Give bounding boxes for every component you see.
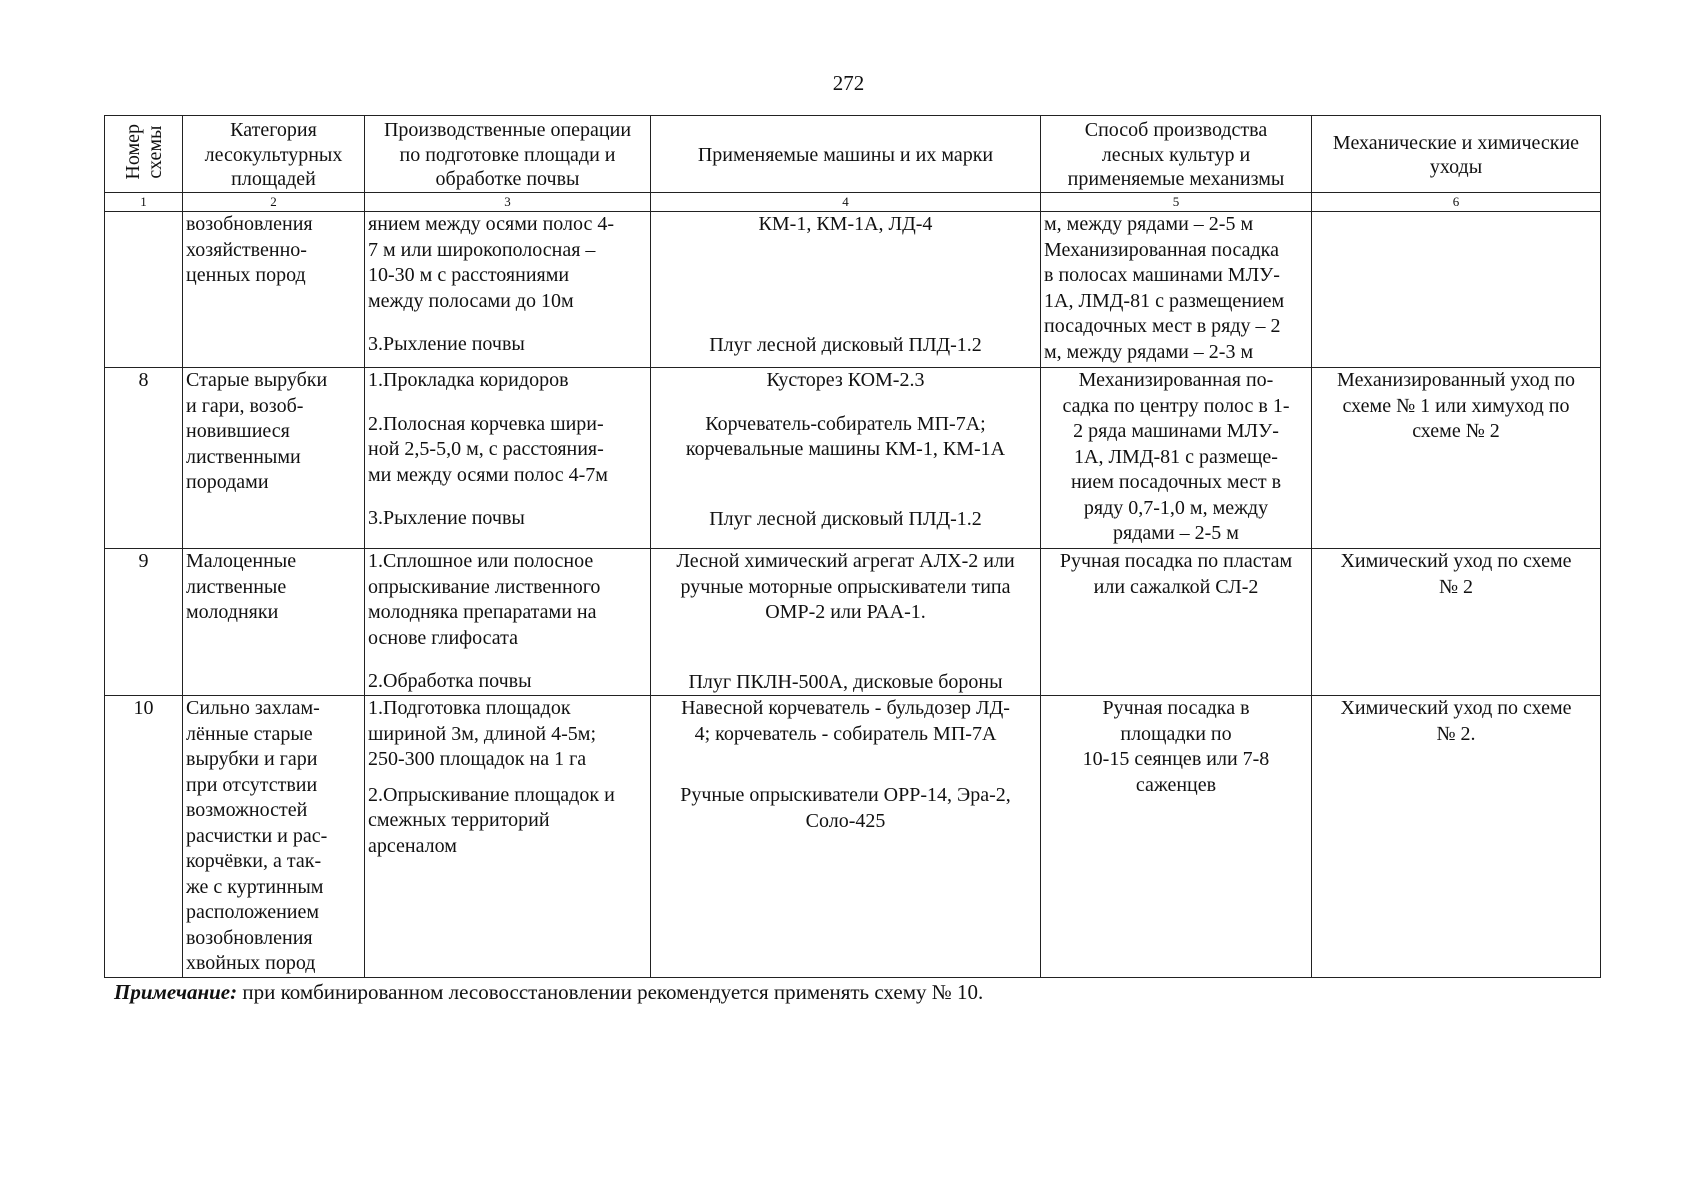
column-number: 3 bbox=[365, 193, 651, 212]
table-row bbox=[105, 212, 1601, 368]
header-care: Механические и химические уходы bbox=[1312, 116, 1601, 193]
operations-cell: 1.Прокладка коридоров 2.Полосная корчевка шири- ной 2,5-5,0 м, с расстояния- ми между осями полос 4-7м 3.Рыхление почвы bbox=[365, 368, 651, 549]
care-cell: Химический уход по схеме № 2. bbox=[1312, 696, 1601, 978]
method-cell: Механизированная по- садка по центру полос в 1- 2 ряда машинами МЛУ- 1А, ЛМД-81 с размеще- нием посадочных мест в ряду 0,7-1,0 м, между рядами – 2-5 м bbox=[1041, 368, 1312, 549]
column-number: 6 bbox=[1312, 193, 1601, 212]
note-label: Примечание: bbox=[114, 980, 238, 1004]
method-cell: Ручная посадка по пластам или сажалкой СЛ-2 bbox=[1041, 549, 1312, 696]
header-category: Категория лесокультурных площадей bbox=[183, 116, 365, 193]
machines-cell: Навесной корчеватель - бульдозер ЛД- 4; корчеватель - собиратель МП-7А Ручные опрыскиватели ОРР-14, Эра-2, Соло-425 bbox=[651, 696, 1041, 978]
note-text: при комбинированном лесовосстановлении рекомендуется применять схему № 10. bbox=[237, 980, 984, 1004]
column-number: 5 bbox=[1041, 193, 1312, 212]
table-header-row bbox=[105, 116, 1601, 193]
column-number: 1 bbox=[105, 193, 183, 212]
category-cell: Старые вырубки и гари, возоб- новившиеся лиственными породами bbox=[183, 368, 365, 549]
scheme-number: 8 bbox=[105, 368, 183, 549]
category-cell: Сильно захлам- лённые старые вырубки и гари при отсутствии возможностей расчистки и рас- корчёвки, а так- же с куртинным расположением возобновления хвойных пород bbox=[183, 696, 365, 978]
scheme-number: 10 bbox=[105, 696, 183, 978]
care-cell: Механизированный уход по схеме № 1 или химуход по схеме № 2 bbox=[1312, 368, 1601, 549]
header-method: Способ производства лесных культур и применяемые механизмы bbox=[1041, 116, 1312, 193]
category-cell: Малоценные лиственные молодняки bbox=[183, 549, 365, 696]
machines-cell: Кусторез КОМ-2.3 Корчеватель-собиратель МП-7А; корчевальные машины КМ-1, КМ-1А Плуг лесной дисковый ПЛД-1.2 bbox=[651, 368, 1041, 549]
table-row bbox=[105, 549, 1601, 696]
machines-cell: КМ-1, КМ-1А, ЛД-4 Плуг лесной дисковый ПЛД-1.2 bbox=[651, 212, 1041, 368]
header-machines: Применяемые машины и их марки bbox=[651, 116, 1041, 193]
header-operations: Производственные операции по подготовке площади и обработке почвы bbox=[365, 116, 651, 193]
table-note bbox=[114, 980, 983, 1005]
page-number: 272 bbox=[832, 71, 865, 95]
method-cell: Ручная посадка в площадки по 10-15 сеянцев или 7-8 саженцев bbox=[1041, 696, 1312, 978]
operations-cell: янием между осями полос 4- 7 м или широкополосная – 10-30 м с расстояниями между полосами до 10м 3.Рыхление почвы bbox=[365, 212, 651, 368]
schemes-table bbox=[104, 115, 1601, 978]
method-cell: м, между рядами – 2-5 м Механизированная посадка в полосах машинами МЛУ- 1А, ЛМД-81 с размещением посадочных мест в ряду – 2 м, между рядами – 2-3 м bbox=[1041, 212, 1312, 368]
operations-cell: 1.Подготовка площадок шириной 3м, длиной 4-5м; 250-300 площадок на 1 га 2.Опрыскивание площадок и смежных территорий арсеналом bbox=[365, 696, 651, 978]
header-scheme-number: Номер схемы bbox=[105, 116, 183, 193]
table-row bbox=[105, 696, 1601, 978]
category-cell: возобновления хозяйственно- ценных пород bbox=[183, 212, 365, 368]
scheme-number: 9 bbox=[105, 549, 183, 696]
column-number: 4 bbox=[651, 193, 1041, 212]
scheme-number bbox=[105, 212, 183, 368]
operations-cell: 1.Сплошное или полосное опрыскивание лиственного молодняка препаратами на основе глифосата 2.Обработка почвы bbox=[365, 549, 651, 696]
column-number-row bbox=[105, 193, 1601, 212]
table-row bbox=[105, 368, 1601, 549]
machines-cell: Лесной химический агрегат АЛХ-2 или ручные моторные опрыскиватели типа ОМР-2 или РАА-1. Плуг ПКЛН-500А, дисковые бороны bbox=[651, 549, 1041, 696]
care-cell: Химический уход по схеме № 2 bbox=[1312, 549, 1601, 696]
care-cell bbox=[1312, 212, 1601, 368]
column-number: 2 bbox=[183, 193, 365, 212]
